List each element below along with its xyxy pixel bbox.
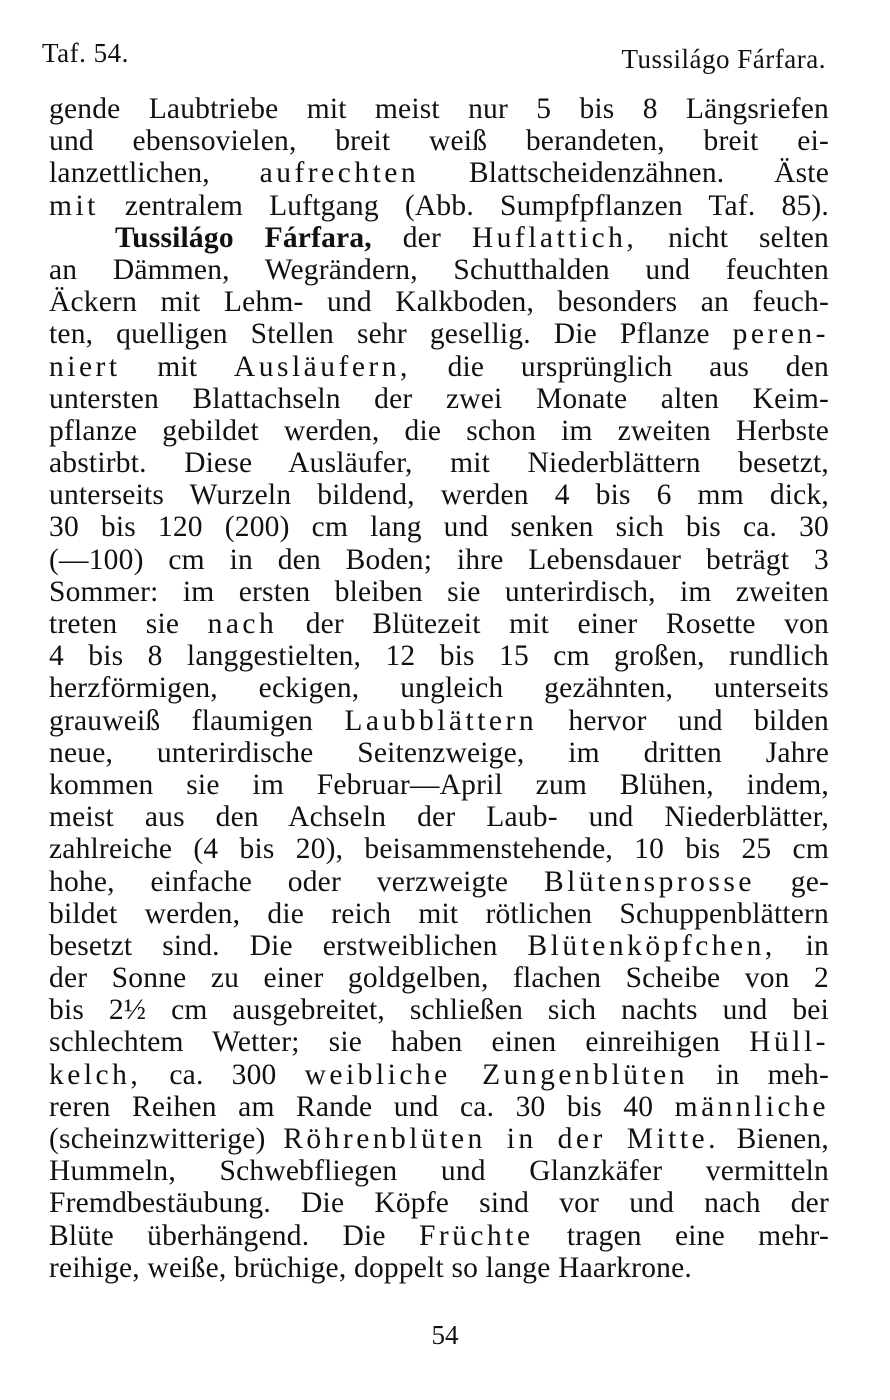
spaced-emphasis: aufrechten bbox=[259, 157, 420, 190]
text-line: 30 bis 120 (200) cm lang und senken sich bis ca. 30 bbox=[49, 511, 829, 544]
text-line: untersten Blattachseln der zwei Monate alten Keim- bbox=[49, 382, 829, 415]
spaced-emphasis: männliche bbox=[674, 1090, 829, 1123]
text-run: in meh- bbox=[688, 1058, 829, 1091]
text-run: hervor und bilden bbox=[537, 704, 829, 737]
text-line bbox=[49, 930, 829, 962]
text-line: reihige, weiße, brüchige, doppelt so lange Haarkrone. bbox=[49, 1251, 692, 1284]
running-head-species: Tussilágo Fárfara. bbox=[621, 44, 826, 74]
text-line: bis 2½ cm ausgebreitet, schließen sich nachts und bei bbox=[49, 994, 829, 1027]
text-run: Blattscheidenzähnen. Äste bbox=[419, 157, 829, 190]
spaced-emphasis: Röhrenblüten in der Mitte. bbox=[283, 1123, 720, 1155]
text-line bbox=[49, 190, 829, 222]
text-line: der Sonne zu einer goldgelben, flachen Scheibe von 2 bbox=[49, 962, 829, 995]
spaced-emphasis: Laubblättern bbox=[344, 704, 538, 737]
text-line: kommen sie im Februar—April zum Blühen, indem, bbox=[49, 768, 829, 801]
text-run: mit bbox=[120, 350, 234, 383]
spaced-emphasis: nach bbox=[207, 608, 278, 640]
text-line: und ebensovielen, breit weiß berandeten, breit ei- bbox=[49, 125, 829, 158]
text-run: tragen eine mehr- bbox=[533, 1219, 829, 1252]
text-run: nicht selten bbox=[637, 221, 829, 254]
spaced-emphasis: kelch, bbox=[49, 1058, 142, 1091]
text-line: an Dämmen, Wegrändern, Schutthalden und feuchten bbox=[49, 253, 829, 286]
spaced-emphasis: niert bbox=[49, 350, 121, 383]
text-run: ge- bbox=[754, 865, 830, 898]
text-line bbox=[49, 705, 829, 737]
text-run: ten, quelligen Stellen sehr gesellig. Die Pflanze bbox=[49, 318, 733, 351]
text-run: der bbox=[371, 221, 472, 254]
text-line: pflanze gebildet werden, die schon im zweiten Herbste bbox=[49, 414, 829, 447]
text-line bbox=[49, 1091, 829, 1123]
body-text bbox=[49, 93, 829, 1284]
spaced-emphasis: Blütensprosse bbox=[543, 865, 755, 898]
spaced-emphasis: Ausläufern, bbox=[233, 350, 411, 383]
text-line bbox=[49, 1059, 829, 1091]
text-line: abstirbt. Diese Ausläufer, mit Niederblättern besetzt, bbox=[49, 447, 829, 480]
text-line bbox=[49, 1026, 829, 1058]
text-line: neue, unterirdische Seitenzweige, im dritten Jahre bbox=[49, 736, 829, 769]
text-line bbox=[49, 1220, 829, 1252]
paragraph-start-line bbox=[49, 222, 829, 254]
text-run: hohe, einfache oder verzweigte bbox=[49, 865, 544, 898]
text-run: der Blütezeit mit einer Rosette von bbox=[277, 608, 830, 640]
spaced-emphasis: mit bbox=[49, 189, 99, 222]
text-line bbox=[49, 866, 829, 898]
text-run: die ursprünglich aus den bbox=[410, 350, 829, 383]
text-line: bildet werden, die reich mit rötlichen Schuppenblättern bbox=[49, 897, 829, 930]
text-run: (scheinzwitterige) bbox=[49, 1123, 284, 1155]
text-line: Äckern mit Lehm- und Kalkboden, besonders an feuch- bbox=[49, 286, 829, 319]
text-run: zentralem Luftgang (Abb. Sumpfpflanzen Taf. 85). bbox=[98, 189, 829, 222]
text-line bbox=[49, 351, 829, 383]
page-number: 54 bbox=[431, 1320, 459, 1350]
spaced-emphasis: Blütenköpfchen, bbox=[527, 929, 776, 962]
text-line: gende Laubtriebe mit meist nur 5 bis 8 Längsriefen bbox=[49, 93, 829, 125]
text-line: Sommer: im ersten bleiben sie unterirdisch, im zweiten bbox=[49, 575, 829, 608]
text-line: zahlreiche (4 bis 20), beisammenstehende, 10 bis 25 cm bbox=[49, 833, 829, 866]
text-run: Bienen, bbox=[719, 1123, 829, 1155]
text-run: ca. 300 bbox=[141, 1058, 305, 1091]
spaced-emphasis: Hüll- bbox=[749, 1026, 829, 1059]
text-run: schlechtem Wetter; sie haben einen einreihigen bbox=[49, 1026, 750, 1059]
species-name-bold: Tussilágo Fárfara, bbox=[115, 221, 372, 254]
text-run: treten sie bbox=[49, 608, 208, 640]
text-run: grauweiß flaumigen bbox=[49, 704, 345, 737]
plate-reference: Taf. 54. bbox=[42, 38, 129, 68]
text-run: lanzettlichen, bbox=[49, 157, 260, 190]
text-line: meist aus den Achseln der Laub- und Niederblätter, bbox=[49, 801, 829, 834]
text-line bbox=[49, 157, 829, 189]
text-line: 4 bis 8 langgestielten, 12 bis 15 cm großen, rundlich bbox=[49, 640, 829, 673]
text-line: unterseits Wurzeln bildend, werden 4 bis 6 mm dick, bbox=[49, 479, 829, 512]
text-run: Blüte überhängend. Die bbox=[49, 1219, 419, 1252]
text-line: Hummeln, Schwebfliegen und Glanzkäfer vermitteln bbox=[49, 1155, 829, 1188]
spaced-emphasis: peren- bbox=[732, 318, 829, 351]
text-line: Fremdbestäubung. Die Köpfe sind vor und nach der bbox=[49, 1187, 829, 1220]
text-run: reren Reihen am Rande und ca. 30 bis 40 bbox=[49, 1090, 675, 1123]
text-line: herzförmigen, eckigen, ungleich gezähnten, unterseits bbox=[49, 672, 829, 705]
spaced-emphasis: weibliche Zungenblüten bbox=[304, 1058, 689, 1091]
text-run: in bbox=[775, 929, 830, 962]
spaced-emphasis: Früchte bbox=[418, 1219, 534, 1252]
text-line bbox=[49, 318, 829, 350]
text-line: (—100) cm in den Boden; ihre Lebensdauer beträgt 3 bbox=[49, 543, 829, 576]
common-name-spaced: Huflattich, bbox=[471, 221, 638, 254]
text-line bbox=[49, 608, 829, 640]
text-run: besetzt sind. Die erstweiblichen bbox=[49, 929, 528, 962]
text-line bbox=[49, 1123, 829, 1155]
